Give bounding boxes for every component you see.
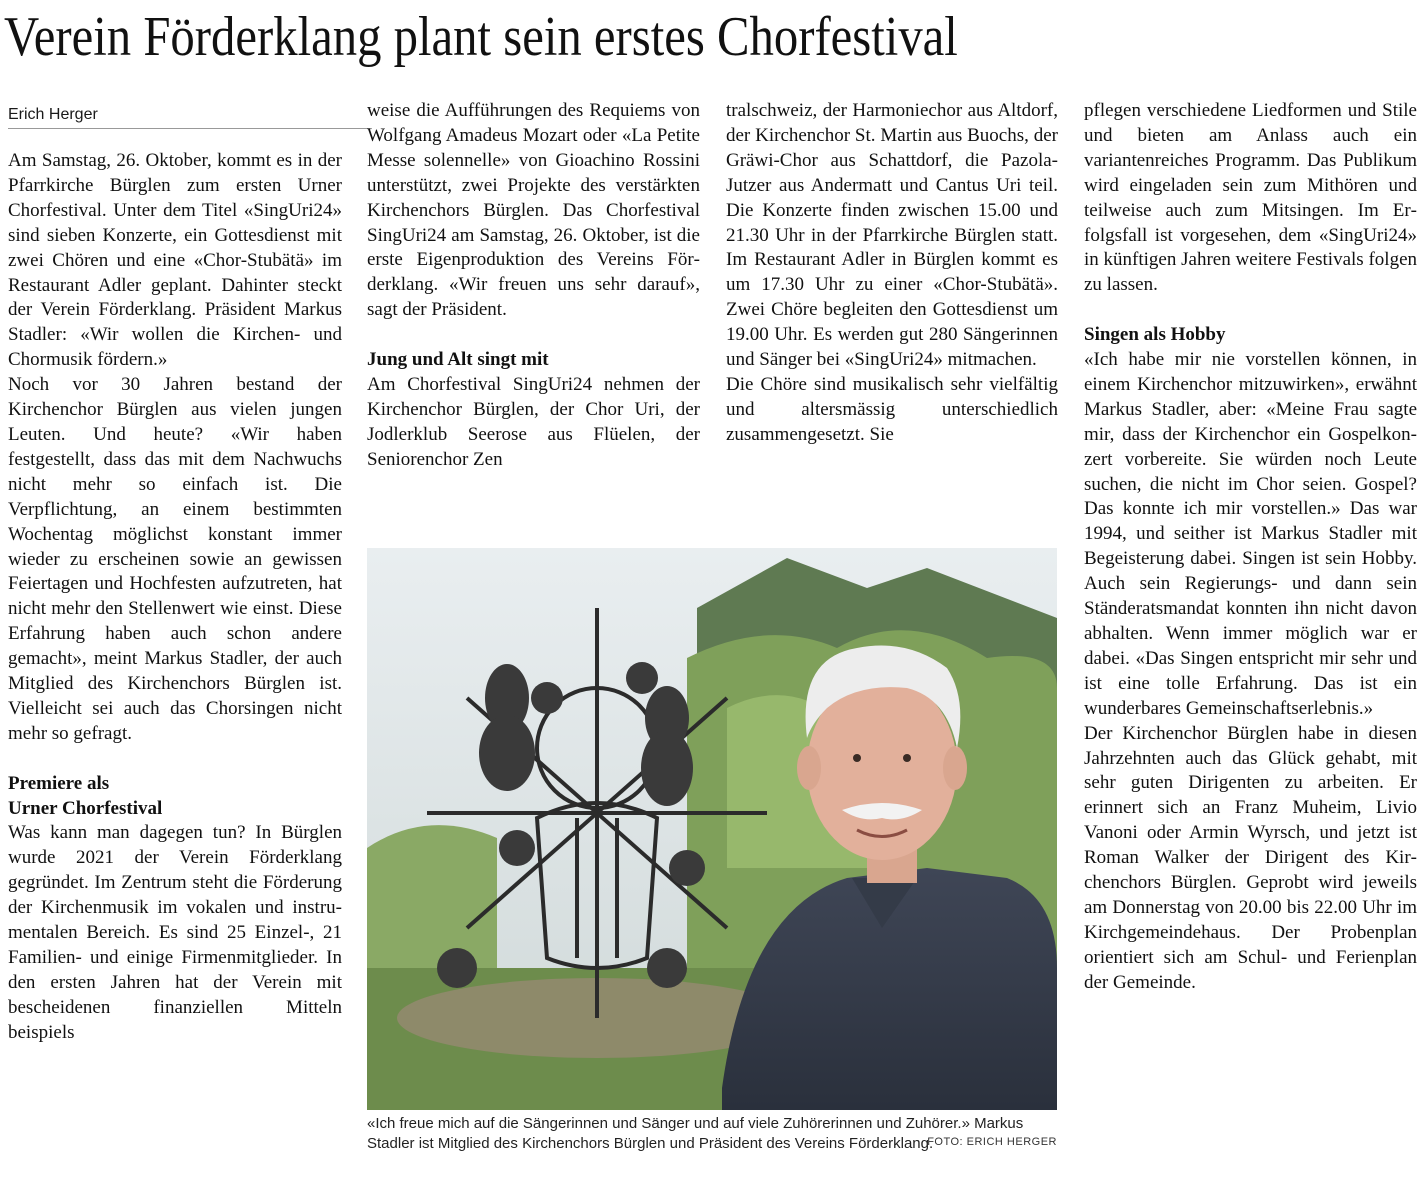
photo-caption <box>367 1114 1057 1154</box>
subheading: Jung und Alt singt mit <box>367 349 549 371</box>
body-paragraph: «Ich habe mir nie vorstellen können, in einem Kirchenchor mitzuwirken», erwähnt Markus Stadler, aber: «Meine Frau sagte mir, dass der Kirchenchor ein Gospelkonzert vorbereite. Sie würden noch Leute suchen, die nicht im Chor seien. Gospel? Das konnte ich mir vorstellen.» Das war 1994, und seither ist Markus Stadler mit Begeisterung dabei. Singen ist sein Hobby. Auch sein Regierungs- und dann sein Ständeratsmandat konnten ihn nicht davon abhalten. Wenn immer möglich war er dabei. «Das Singen entspricht mir sehr und ist eine tolle Erfahrung. Das ist ein wunderbares Gemeinschaftserlebnis.» <box>1084 349 1417 719</box>
subheading: Urner Chorfestival <box>8 797 163 819</box>
body-paragraph: Was kann man dagegen tun? In Bürglen wurde 2021 der Verein Förderklang gegründet. Im Zentrum steht die Förderung der Kirchenmusik im vokalen und instrumentalen Bereich. Es sind 25 Einzel-, 21 Familien- und einige Firmenmitglieder. In den ersten Jahren hat der Verein mit bescheidenen finanziellen Mitteln beispiels <box>8 822 342 1043</box>
body-paragraph: Die Chöre sind musikalisch sehr vielfältig und altersmässig unterschiedlich zusammengesetzt. Sie <box>726 373 1058 445</box>
article-column-4 <box>1084 99 1417 996</box>
body-paragraph: Noch vor 30 Jahren bestand der Kirchenchor Bürglen aus vielen jungen Leuten. Und heute? «Wir haben festgestellt, dass das mit dem Nachwuchs nicht mehr so einfach ist. Die Verpflichtung, an einem bestimmten Wochentag möglichst konstant immer wieder zu erscheinen sowie an gewissen Feiertagen und Hochfesten aufzutreten, hat nicht mehr den Stellenwert wie einst. Diese Erfahrung haben auch schon andere gemacht», meint Markus Stadler, der auch Mitglied des Kirchenchors Bürglen ist. Vielleicht sei auch das Chorsingen nicht mehr so gefragt. <box>8 374 342 744</box>
body-paragraph: Am Samstag, 26. Oktober, kommt es in der Pfarrkirche Bürglen zum ersten Urner Chorfestival. Unter dem Titel «SingUri24» sind sieben Konzerte, ein Gottesdienst mit zwei Chören und eine «Chor-Stubätä» im Restaurant Adler geplant. Dahinter steckt der Verein Förderklang. Präsident Markus Stadler: «Wir wollen die Kirchen- und Chormusik fördern.» <box>8 150 342 371</box>
paragraph-spacer <box>367 323 700 348</box>
author-byline: Erich Herger <box>8 104 370 129</box>
article-column-1 <box>8 149 342 1046</box>
body-paragraph: pflegen verschiedene Liedformen und Stile und bieten am Anlass auch ein variantenreiches Programm. Das Publikum wird eingeladen sein zum Mithören und teilweise auch zum Mitsingen. Im Erfolgsfall ist vorgesehen, dem «SingUri24» in künftigen Jahren weitere Festivals folgen zu lassen. <box>1084 100 1417 296</box>
article-photo <box>367 548 1057 1110</box>
body-paragraph: Der Kirchenchor Bürglen habe in diesen Jahrzehnten auch das Glück gehabt, mit sehr guten Dirigenten zu arbeiten. Er erinnert sich an Franz Muheim, Livio Vanoni oder Armin Wyrsch, und jetzt ist Roman Walker der Dirigent des Kirchenchors Bürglen. Geprobt wird jeweils am Donnerstag von 20.00 bis 22.00 Uhr im Kirchgemeindehaus. Der Probenplan orientiert sich am Schul- und Ferienplan der Gemeinde. <box>1084 722 1417 993</box>
article-column-3 <box>726 99 1058 448</box>
subheading: Premiere als <box>8 772 110 794</box>
body-paragraph: Am Chorfestival SingUri24 nehmen der Kirchenchor Bürglen, der Chor Uri, der Jodlerklub Seerose aus Flüelen, der Seniorenchor Zen <box>367 373 700 470</box>
body-paragraph: tralschweiz, der Harmoniechor aus Altdorf, der Kirchenchor St. Martin aus Buochs, der Gräwi-Chor aus Schattdorf, die Pazola-Jutzer aus Andermatt und Cantus Uri teil. Die Konzerte finden zwischen 15.00 und 21.30 Uhr in der Pfarrkirche Bürglen statt. Im Restaurant Adler in Bürglen kommt es um 17.30 Uhr zu einer «Chor-Stubätä». Zwei Chöre begleiten den Gottesdienst um 19.00 Uhr. Es werden gut 280 Sängerinnen und Sänger bei «SingUri24» mitmachen. <box>726 100 1058 371</box>
caption-text: «Ich freue mich auf die Sängerinnen und Sänger und auf viele Zuhörerinnen und Zuhörer.» Markus Stadler ist Mitglied des Kirchenchors Bürglen und Präsident des Vereins Förderklang. <box>367 1115 1024 1152</box>
body-paragraph: weise die Aufführungen des Requiems von Wolfgang Amadeus Mozart oder «La Petite Messe solennelle» von Gioachino Rossini unterstützt, zwei Projekte des verstärkten Kirchenchors Bürglen. Das Chorfestival SingUri24 am Samstag, 26. Oktober, ist die erste Eigenproduktion des Vereins Förderklang. «Wir freuen uns sehr darauf», sagt der Präsident. <box>367 100 700 321</box>
article-column-2 <box>367 99 700 473</box>
photo-illustration <box>367 548 1057 1110</box>
paragraph-spacer <box>8 747 342 772</box>
paragraph-spacer <box>1084 298 1417 323</box>
article-headline: Verein Förderklang plant sein erstes Chorfestival <box>4 6 958 68</box>
subheading: Singen als Hobby <box>1084 324 1226 346</box>
photo-credit: FOTO: ERICH HERGER <box>927 1136 1057 1148</box>
